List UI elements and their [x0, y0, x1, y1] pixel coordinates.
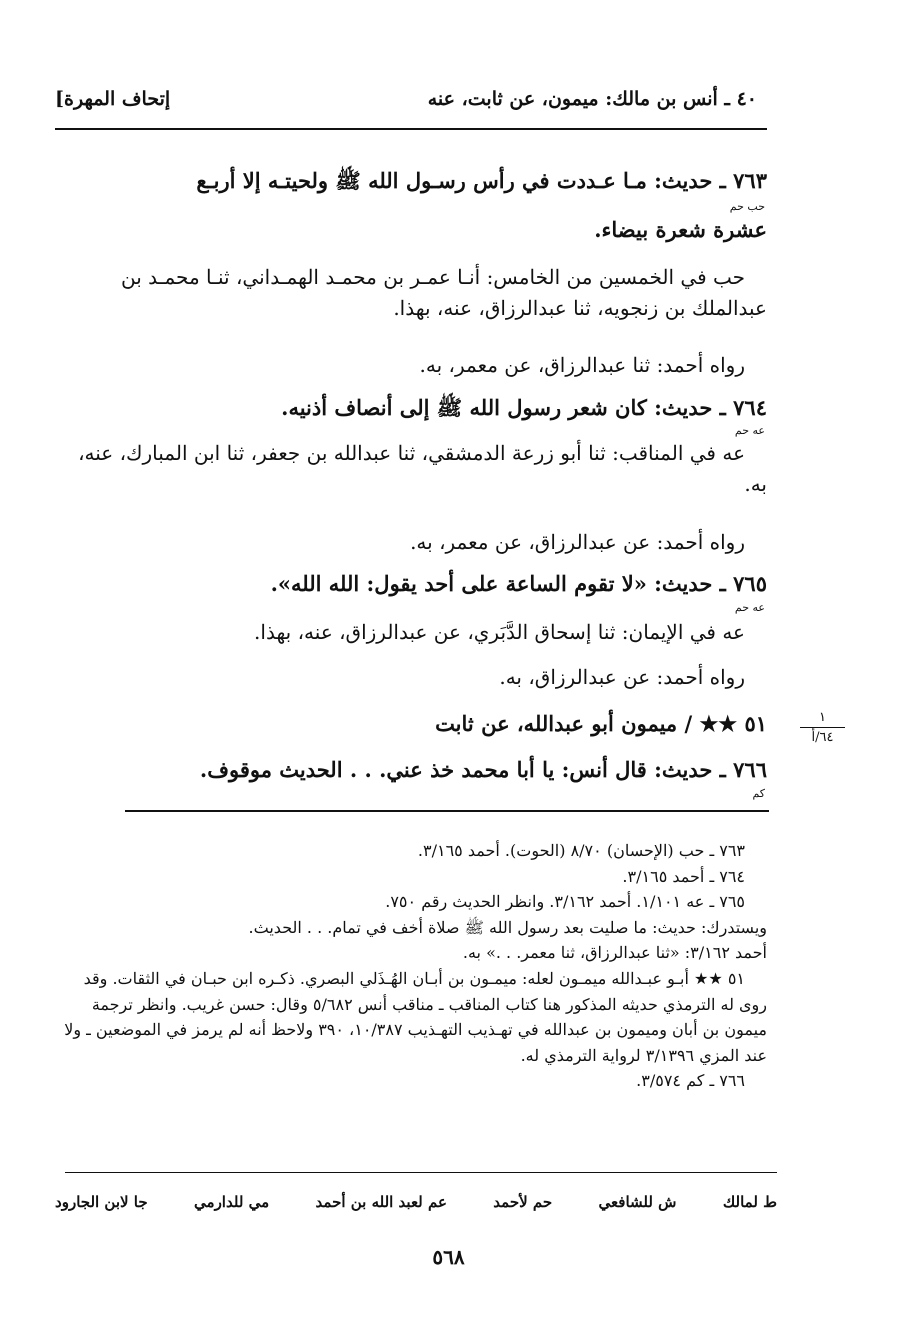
hadith-764-ahmad: رواه أحمد: عن عبدالرزاق، عن معمر، به. [410, 530, 745, 554]
hadith-765-ahmad: رواه أحمد: عن عبدالرزاق، به. [499, 665, 745, 689]
footnote-765-addendum: ويستدرك: حديث: ما صليت بعد رسول الله ﷺ صلاة أخف في تمام. . . الحديث. [248, 917, 767, 937]
footnote-766: ٧٦٦ ـ كم ٣/٥٧٤. [636, 1071, 745, 1091]
legend-item: ش للشافعي [598, 1193, 677, 1211]
hadith-765-sigla: عه حم [734, 601, 765, 614]
hadith-763-title: ٧٦٣ ـ حديث: مـا عـددت في رأس رسـول الله ﷺ ولحيتـه إلا أربـع [196, 168, 767, 193]
hadith-764-title: ٧٦٤ ـ حديث: كان شعر رسول الله ﷺ إلى أنصاف أذنيه. [281, 395, 767, 420]
legend-item: جا لابن الجارود [55, 1193, 148, 1211]
hadith-763-continuation: عشرة شعرة بيضاء. [594, 217, 767, 242]
legend-rule [65, 1172, 777, 1173]
margin-folio-bar [800, 727, 845, 728]
legend-item: مي للدارمي [194, 1193, 270, 1211]
footnote-765-ahmad: أحمد ٣/١٦٢: «ثنا عبدالرزاق، ثنا معمر. . .» به. [462, 943, 767, 963]
hadith-764-sigla: عه حم [734, 424, 765, 437]
header-rule [55, 128, 767, 130]
hadith-763-sigla: حب حم [729, 200, 765, 213]
footnote-763: ٧٦٣ ـ حب (الإحسان) ٨/٧٠ (الحوت). أحمد ٣/١٦٥. [417, 841, 745, 860]
legend-item: حم لأحمد [493, 1193, 553, 1211]
hadith-763-ahmad: رواه أحمد: ثنا عبدالرزاق، عن معمر، به. [419, 353, 745, 377]
footnote-765: ٧٦٥ ـ عه ١/١٠١. أحمد ٣/١٦٢. وانظر الحديث رقم ٧٥٠. [385, 892, 745, 912]
hadith-766-sigla: كم [752, 787, 765, 800]
margin-folio-note [800, 710, 845, 745]
section-51-heading: ٥١ ★★ / ميمون أبو عبدالله، عن ثابت [435, 711, 767, 736]
hadith-763-chain: حب في الخمسين من الخامس: أنـا عمـر بن محمـد الهمـداني، ثنـا محمـد بن عبدالملك بن زنجويه، ثنا عبدالرزاق، عنه، بهذا. [120, 265, 767, 320]
footnote-764: ٧٦٤ ـ أحمد ٣/١٦٥. [622, 866, 745, 886]
hadith-764-chain: عه في المناقب: ثنا أبو زرعة الدمشقي، ثنا عبدالله بن جعفر، ثنا ابن المبارك، عنه، به. [78, 441, 767, 496]
legend-item: عم لعبد الله بن أحمد [315, 1193, 447, 1211]
footnote-51: ٥١ ★★ أبـو عبـدالله ميمـون لعله: ميمـون بن أبـان الهُـذَلي البصري. ذكـره ابن حبـان في الثقات. وقد روى له الترمذي حديثه المذكور هنا كتاب المناقب ـ مناقب أنس ٥/٦٨٢ وقال: حسن غريب. وانظر ترجمة ميمون بن أبان وميمون بن عبدالله في تهـذيب التهـذيب ١٠/٣٨٧، ٣٩٠ ولاحظ أنه لم يرمز في الموضعين ـ ولا عند المزي ٣/١٣٩٦ لرواية الترمذي له. [64, 968, 767, 1065]
chapter-heading: ٤٠ ـ أنس بن مالك: ميمون، عن ثابت، عنه [427, 88, 757, 110]
page-number: ٥٦٨ [432, 1245, 465, 1269]
hadith-765-title: ٧٦٥ ـ حديث: «لا تقوم الساعة على أحد يقول: الله الله». [270, 571, 767, 596]
book-title: [إتحاف المهرة [55, 88, 171, 110]
legend-item: ط لمالك [722, 1193, 777, 1211]
hadith-766-title: ٧٦٦ ـ حديث: قال أنس: يا أبا محمد خذ عني. . . الحديث موقوف. [199, 757, 767, 782]
footnotes [55, 838, 767, 1094]
margin-folio-top: ١ [819, 710, 826, 725]
footnote-rule [125, 810, 769, 812]
sigla-legend [55, 1193, 777, 1211]
hadith-765-chain: عه في الإيمان: ثنا إسحاق الدَّبَري، عن عبدالرزاق، عنه، بهذا. [254, 620, 745, 644]
margin-folio-bottom: ٦٤/أ [811, 730, 834, 745]
